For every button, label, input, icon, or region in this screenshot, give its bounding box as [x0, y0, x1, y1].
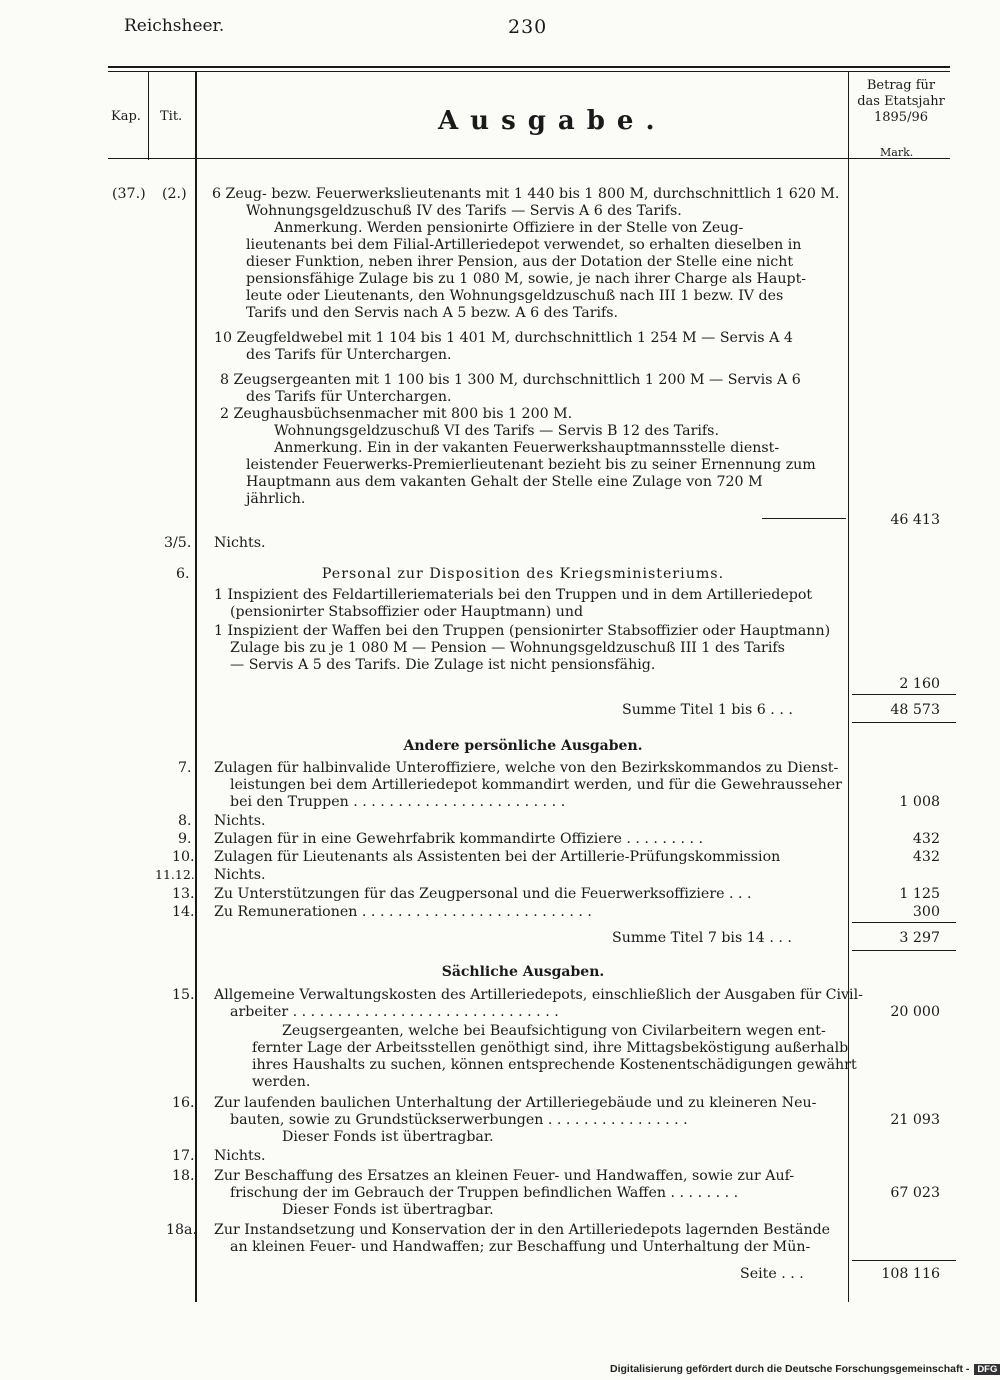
annotation-line: Anmerkung. Ein in der vakanten Feuerwerkshauptmannsstelle dienst- [274, 440, 780, 456]
running-title: Reichsheer. [124, 16, 225, 36]
sum-rule [852, 922, 956, 923]
amount-value: 1 008 [899, 794, 940, 810]
tit-number: 14. [172, 904, 195, 920]
amount-value: 432 [912, 831, 940, 847]
sum-rule [852, 950, 956, 951]
section-title-saechliche: Sächliche Ausgaben. [441, 964, 605, 980]
sum-label: Summe Titel 7 bis 14 . . . [612, 930, 792, 946]
sum-rule [852, 722, 956, 723]
column-header-tit: Tit. [160, 109, 183, 124]
text-column-divider [195, 72, 196, 1302]
text-line: (pensionirter Stabsoffizier oder Hauptmann) und [230, 604, 584, 620]
text-line: des Tarifs für Unterchargen. [246, 347, 452, 363]
seite-amount: 108 116 [881, 1266, 940, 1282]
top-double-rule-1 [108, 66, 950, 68]
text-line: Nichts. [214, 535, 266, 551]
amount-value: 2 160 [899, 676, 940, 692]
text-line: Wohnungsgeldzuschuß IV des Tarifs — Servis A 6 des Tarifs. [246, 203, 682, 219]
annotation-line: Dieser Fonds ist übertragbar. [282, 1202, 494, 1218]
annotation-line: pensionsfähige Zulage bis zu 1 080 M, sowie, je nach ihrer Charge als Haupt- [246, 271, 807, 287]
column-header-kap: Kap. [111, 109, 141, 124]
tit-number: 18a. [166, 1222, 198, 1238]
amount-value: 20 000 [890, 1004, 940, 1020]
text-line: bauten, sowie zu Grundstückserwerbungen . . . . . . . . . . . . . . . . [230, 1112, 688, 1128]
text-line: 1 Inspizient der Waffen bei den Truppen (pensionirter Stabsoffizier oder Hauptmann) [214, 623, 831, 639]
tit-number: 18. [172, 1168, 195, 1184]
annotation-line: werden. [252, 1074, 311, 1090]
tit-number: 17. [172, 1148, 195, 1164]
amount-value: 67 023 [890, 1185, 940, 1201]
sum-rule [852, 694, 956, 695]
amount-header-line: Betrag für [866, 78, 936, 93]
annotation-line: ihres Haushalts zu suchen, können entsprechende Kostenentschädigungen gewährt [252, 1057, 857, 1073]
tit-number: 7. [178, 760, 192, 776]
text-line: Nichts. [214, 1148, 266, 1164]
annotation-line: leute oder Lieutenants, den Wohnungsgeldzuschuß nach III 1 bezw. IV des [246, 288, 784, 304]
table-title: Ausgabe. [438, 106, 667, 136]
text-line: des Tarifs für Unterchargen. [246, 389, 452, 405]
amount-header-line: das Etatsjahr [857, 94, 945, 109]
amount-value: 432 [912, 849, 940, 865]
text-line: bei den Truppen . . . . . . . . . . . . . . . . . . . . . . . . [230, 794, 566, 810]
tit-number: 13. [172, 886, 195, 902]
annotation-line: Hauptmann aus dem vakanten Gehalt der Stelle eine Zulage von 720 M [246, 474, 763, 490]
text-line: 10 Zeugfeldwebel mit 1 104 bis 1 401 M, durchschnittlich 1 254 M — Servis A 4 [214, 330, 793, 346]
page-number: 230 [508, 16, 548, 38]
text-line: Nichts. [214, 867, 266, 883]
text-line: frischung der im Gebrauch der Truppen befindlichen Waffen . . . . . . . . [230, 1185, 739, 1201]
kap-column-divider [148, 72, 149, 160]
annotation-line: Anmerkung. Werden pensionirte Offiziere in der Stelle von Zeug- [274, 220, 744, 236]
text-line: Zu Unterstützungen für das Zeugpersonal und die Feuerwerksoffiziere . . . [214, 886, 752, 902]
text-line: Allgemeine Verwaltungskosten des Artilleriedepots, einschließlich der Ausgaben für Civil- [214, 987, 863, 1003]
digitization-credit [610, 1363, 1000, 1375]
annotation-line: lieutenants bei dem Filial-Artilleriedepot verwendet, so erhalten dieselben in [246, 237, 802, 253]
tit-number: 9. [178, 831, 192, 847]
kap-number: (37.) [112, 186, 146, 202]
amount-header-line: 1895/96 [873, 110, 928, 125]
annotation-line: Dieser Fonds ist übertragbar. [282, 1129, 494, 1145]
tit-number: 10. [172, 849, 195, 865]
text-line: Wohnungsgeldzuschuß VI des Tarifs — Servis B 12 des Tarifs. [274, 423, 719, 439]
section-title-andere: Andere persönliche Ausgaben. [403, 738, 643, 754]
text-line: Zur Beschaffung des Ersatzes an kleinen Feuer- und Handwaffen, sowie zur Auf- [214, 1168, 795, 1184]
annotation-line: leistender Feuerwerks-Premierlieutenant bezieht bis zu seiner Ernennung zum [246, 457, 816, 473]
tit-number: 6. [176, 566, 190, 582]
section-heading: Personal zur Disposition des Kriegsministeriums. [321, 566, 725, 582]
text-line: — Servis A 5 des Tarifs. Die Zulage ist nicht pensionsfähig. [230, 657, 656, 673]
top-double-rule-2 [108, 71, 950, 72]
tit-number: 15. [172, 987, 195, 1003]
subtotal-rule [762, 518, 846, 519]
text-line: Zulagen für in eine Gewehrfabrik kommandirte Offiziere . . . . . . . . . [214, 831, 704, 847]
unit-label: Mark. [880, 146, 914, 159]
tit-number: 3/5. [164, 535, 192, 551]
column-header-amount [846, 78, 956, 126]
sum-label: Summe Titel 1 bis 6 . . . [622, 702, 793, 718]
text-line: Zur Instandsetzung und Konservation der in den Artilleriedepots lagernden Bestände [214, 1222, 831, 1238]
text-line: 6 Zeug- bezw. Feuerwerkslieutenants mit 1 440 bis 1 800 M, durchschnittlich 1 620 M. [212, 186, 840, 202]
sum-amount: 48 573 [890, 702, 940, 718]
annotation-line: jährlich. [246, 491, 306, 507]
tit-number: 8. [178, 813, 192, 829]
text-line: Zulagen für Lieutenants als Assistenten bei der Artillerie-Prüfungskommission [214, 849, 781, 865]
annotation-line: dieser Funktion, neben ihrer Pension, aus der Dotation der Stelle eine nicht [246, 254, 794, 270]
text-line: arbeiter . . . . . . . . . . . . . . . . . . . . . . . . . . . . . . [230, 1004, 559, 1020]
amount-value: 1 125 [899, 886, 940, 902]
dfg-logo: DFG [974, 1364, 1000, 1375]
text-line: Zulage bis zu je 1 080 M — Pension — Wohnungsgeldzuschuß III 1 des Tarifs [230, 640, 785, 656]
annotation-line: Zeugsergeanten, welche bei Beaufsichtigung von Civilarbeitern wegen ent- [282, 1023, 826, 1039]
amount-value: 300 [912, 904, 940, 920]
text-line: Nichts. [214, 813, 266, 829]
amount-value: 21 093 [890, 1112, 940, 1128]
text-line: leistungen bei dem Artilleriedepot kommandirt werden, und für die Gewehrausseher [230, 777, 842, 793]
text-line: 8 Zeugsergeanten mit 1 100 bis 1 300 M, durchschnittlich 1 200 M — Servis A 6 [220, 372, 801, 388]
tit-number: 11.12. [155, 867, 195, 882]
text-line: an kleinen Feuer- und Handwaffen; zur Beschaffung und Unterhaltung der Mün- [230, 1239, 811, 1255]
amount-value: 46 413 [890, 512, 940, 528]
text-line: 2 Zeughausbüchsenmacher mit 800 bis 1 200 M. [220, 406, 573, 422]
text-line: Zu Remunerationen . . . . . . . . . . . . . . . . . . . . . . . . . . [214, 904, 592, 920]
tit-column-divider [196, 72, 197, 1302]
annotation-line: Tarifs und den Servis nach A 5 bezw. A 6 des Tarifs. [246, 305, 619, 321]
annotation-line: fernter Lage der Arbeitsstellen genöthigt sind, ihre Mittagsbeköstigung außerhalb [252, 1040, 849, 1056]
header-bottom-rule [108, 158, 950, 159]
credit-text: Digitalisierung gefördert durch die Deutsche Forschungsgemeinschaft - [610, 1363, 970, 1375]
text-line: 1 Inspizient des Feldartilleriematerials bei den Truppen und in dem Artilleriedepot [214, 587, 813, 603]
seite-label: Seite . . . [740, 1266, 804, 1282]
sum-amount: 3 297 [899, 930, 940, 946]
text-line: Zulagen für halbinvalide Unteroffiziere, welche von den Bezirkskommandos zu Dienst- [214, 760, 839, 776]
tit-number: (2.) [162, 186, 187, 202]
text-line: Zur laufenden baulichen Unterhaltung der Artilleriegebäude und zu kleineren Neu- [214, 1095, 817, 1111]
tit-number: 16. [172, 1095, 195, 1111]
seite-rule [852, 1260, 956, 1261]
